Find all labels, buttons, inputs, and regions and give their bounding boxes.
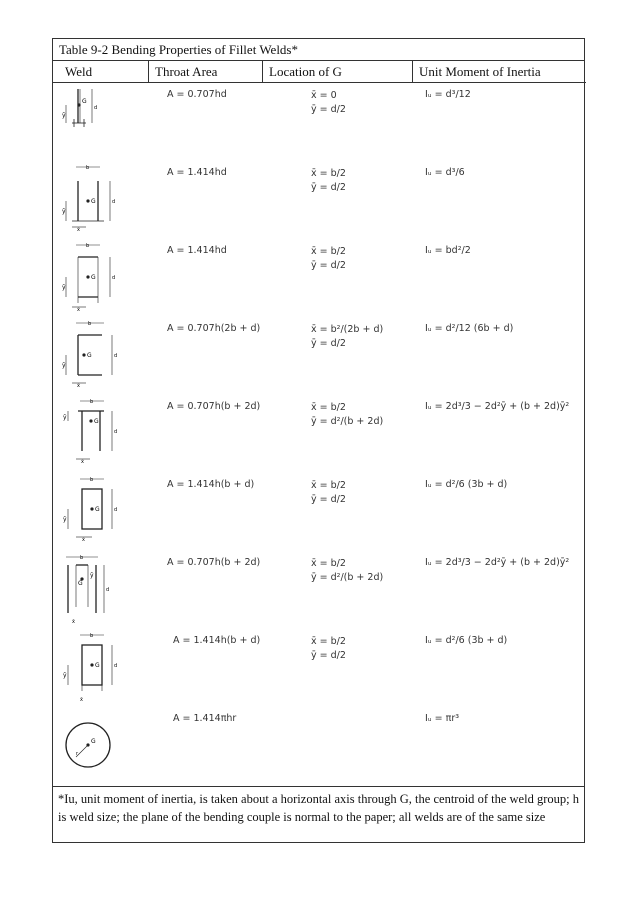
svg-text:x̄: x̄: [77, 383, 80, 389]
svg-text:b: b: [90, 477, 94, 483]
throat-area-value: A = 0.707h(b + 2d): [167, 401, 261, 412]
location-of-g: [311, 323, 383, 351]
svg-text:b: b: [80, 555, 84, 561]
inverted-channel-weld-diagram: [58, 395, 148, 473]
svg-text:ȳ: ȳ: [62, 362, 66, 369]
header-location-of-g: Location of G: [263, 61, 413, 83]
unit-moment-value: Iᵤ = d²/6 (3b + d): [425, 635, 508, 646]
svg-text:b: b: [90, 633, 94, 639]
location-x: x̄ = b/2: [311, 402, 346, 413]
unit-moment-value: Iᵤ = 2d³/3 − 2d²ȳ + (b + 2d)ȳ²: [425, 557, 570, 568]
svg-text:ȳ: ȳ: [63, 414, 67, 421]
header-weld: Weld: [53, 61, 149, 83]
svg-text:x̄: x̄: [82, 537, 85, 543]
svg-text:ȳ: ȳ: [62, 112, 66, 119]
unit-moment-value: Iᵤ = d²/12 (6b + d): [425, 323, 514, 334]
svg-text:G: G: [87, 352, 92, 359]
svg-text:ȳ: ȳ: [90, 572, 94, 579]
table-row: [53, 317, 584, 395]
svg-text:x̄: x̄: [77, 227, 80, 233]
location-y: ȳ = d/2: [311, 650, 346, 661]
throat-area-value: A = 1.414hd: [167, 245, 227, 256]
svg-text:ȳ: ȳ: [62, 284, 66, 291]
svg-text:G: G: [91, 198, 96, 205]
svg-text:x̄: x̄: [81, 459, 84, 465]
location-of-g: [311, 635, 346, 663]
table-body: [53, 83, 584, 787]
svg-text:r: r: [76, 751, 79, 757]
location-y: ȳ = d/2: [311, 494, 346, 505]
location-y: ȳ = d²/(b + 2d): [311, 572, 384, 583]
table-row: [53, 83, 584, 161]
svg-text:ȳ: ȳ: [62, 208, 66, 215]
svg-text:ȳ: ȳ: [63, 672, 67, 679]
throat-area-value: A = 1.414h(b + d): [167, 479, 255, 490]
location-x: x̄ = b/2: [311, 168, 346, 179]
unit-moment-value: Iᵤ = 2d³/3 − 2d²ȳ + (b + 2d)ȳ²: [425, 401, 570, 412]
table-row: [53, 395, 584, 473]
svg-text:x̄: x̄: [80, 697, 83, 703]
svg-text:d: d: [106, 587, 110, 593]
hat-weld-diagram: [58, 551, 148, 629]
two-vertical-welds-diagram: [58, 161, 148, 239]
location-of-g: [311, 245, 346, 273]
svg-text:d: d: [114, 353, 118, 359]
location-y: ȳ = d/2: [311, 260, 346, 271]
location-x: x̄ = b/2: [311, 246, 346, 257]
svg-text:d: d: [94, 105, 98, 111]
svg-text:d: d: [114, 663, 118, 669]
table-row: [53, 161, 584, 239]
location-y: ȳ = d/2: [311, 104, 346, 115]
location-y: ȳ = d/2: [311, 182, 346, 193]
svg-text:x̄: x̄: [72, 619, 75, 625]
location-y: ȳ = d²/(b + 2d): [311, 416, 384, 427]
unit-moment-value: Iᵤ = d³/6: [425, 167, 465, 178]
table-row: [53, 473, 584, 551]
location-of-g: [311, 167, 346, 195]
svg-text:d: d: [112, 199, 116, 205]
svg-text:G: G: [95, 662, 100, 669]
location-x: x̄ = b/2: [311, 558, 346, 569]
two-horizontal-welds-diagram: [58, 239, 148, 317]
throat-area-value: A = 0.707h(b + 2d): [167, 557, 261, 568]
table-row: [53, 707, 584, 787]
throat-area-value: A = 1.414h(b + d): [173, 635, 261, 646]
table-footnote: *Iu, unit moment of inertia, is taken about a horizontal axis through G, the centroid of the weld group; h is weld size; the plane of the bending couple is normal to the paper; all welds are of the same size: [58, 792, 579, 824]
svg-text:G: G: [78, 580, 83, 587]
svg-text:x̄: x̄: [77, 307, 80, 313]
location-of-g: [311, 479, 346, 507]
unit-moment-value: Iᵤ = d²/6 (3b + d): [425, 479, 508, 490]
svg-text:ȳ: ȳ: [63, 516, 67, 523]
svg-text:d: d: [114, 429, 118, 435]
location-x: x̄ = b²/(2b + d): [311, 324, 384, 335]
channel-weld-diagram: [58, 317, 148, 395]
full-box-weld-diagram: [58, 629, 148, 707]
circular-weld-diagram: [58, 707, 148, 785]
svg-text:G: G: [91, 274, 96, 281]
table-row: [53, 551, 584, 629]
svg-text:b: b: [86, 243, 90, 249]
svg-text:d: d: [114, 507, 118, 513]
svg-text:G: G: [94, 418, 99, 425]
table-row: [53, 629, 584, 707]
svg-text:G: G: [82, 98, 87, 105]
svg-text:b: b: [86, 165, 90, 171]
header-throat-area: Throat Area: [149, 61, 263, 83]
throat-area-value: A = 0.707hd: [167, 89, 227, 100]
header-unit-moment: Unit Moment of Inertia: [413, 61, 586, 83]
throat-area-value: A = 1.414πhr: [173, 713, 237, 724]
unit-moment-value: Iᵤ = bd²/2: [425, 245, 471, 256]
svg-text:d: d: [112, 275, 116, 281]
table-row: [53, 239, 584, 317]
location-of-g: [311, 401, 383, 429]
location-of-g: [311, 557, 383, 585]
location-of-g: [311, 89, 346, 117]
box-weld-diagram: [58, 473, 148, 551]
table-title: Table 9-2 Bending Properties of Fillet Welds*: [53, 39, 584, 61]
single-vertical-weld-diagram: [58, 83, 148, 161]
svg-text:G: G: [95, 506, 100, 513]
throat-area-value: A = 1.414hd: [167, 167, 227, 178]
svg-text:b: b: [90, 399, 94, 405]
location-x: x̄ = b/2: [311, 480, 346, 491]
svg-text:G: G: [91, 738, 96, 745]
location-x: x̄ = b/2: [311, 636, 346, 647]
location-y: ȳ = d/2: [311, 338, 346, 349]
location-x: x̄ = 0: [311, 90, 337, 101]
unit-moment-value: Iᵤ = πr³: [425, 713, 460, 724]
bending-properties-table: [52, 38, 585, 843]
svg-text:b: b: [88, 321, 92, 327]
unit-moment-value: Iᵤ = d³/12: [425, 89, 471, 100]
throat-area-value: A = 0.707h(2b + d): [167, 323, 261, 334]
